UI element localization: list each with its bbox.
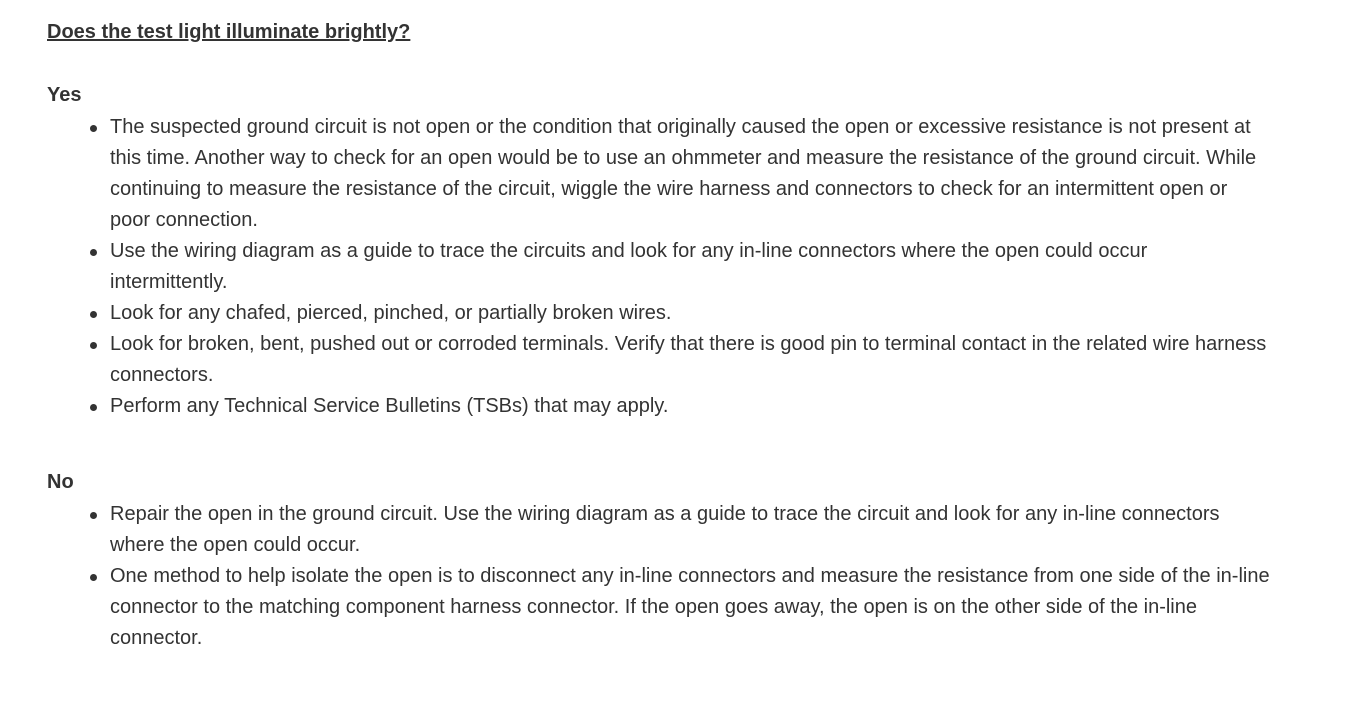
question-heading: Does the test light illuminate brightly?	[47, 21, 411, 43]
yes-list	[47, 112, 1270, 422]
list-item: Repair the open in the ground circuit. Use the wiring diagram as a guide to trace the circuit and look for any in-line connectors where the open could occur.	[110, 499, 1270, 561]
yes-label: Yes	[47, 84, 82, 106]
list-item: Use the wiring diagram as a guide to trace the circuits and look for any in-line connectors where the open could occur intermittently.	[110, 236, 1270, 298]
list-item: The suspected ground circuit is not open or the condition that originally caused the open or excessive resistance is not present at this time. Another way to check for an open would be to use an ohmmeter and measure the resistance of the ground circuit. While continuing to measure the resistance of the circuit, wiggle the wire harness and connectors to check for an intermittent open or poor connection.	[110, 112, 1270, 236]
no-label: No	[47, 471, 74, 493]
list-item: One method to help isolate the open is to disconnect any in-line connectors and measure the resistance from one side of the in-line connector to the matching component harness connector. If the open goes away, the open is on the other side of the in-line connector.	[110, 561, 1270, 654]
list-item: Look for any chafed, pierced, pinched, or partially broken wires.	[110, 298, 1270, 329]
list-item: Look for broken, bent, pushed out or corroded terminals. Verify that there is good pin to terminal contact in the related wire harness connectors.	[110, 329, 1270, 391]
no-list	[47, 499, 1270, 654]
section-spacer	[47, 422, 1348, 468]
list-item: Perform any Technical Service Bulletins (TSBs) that may apply.	[110, 391, 1270, 422]
